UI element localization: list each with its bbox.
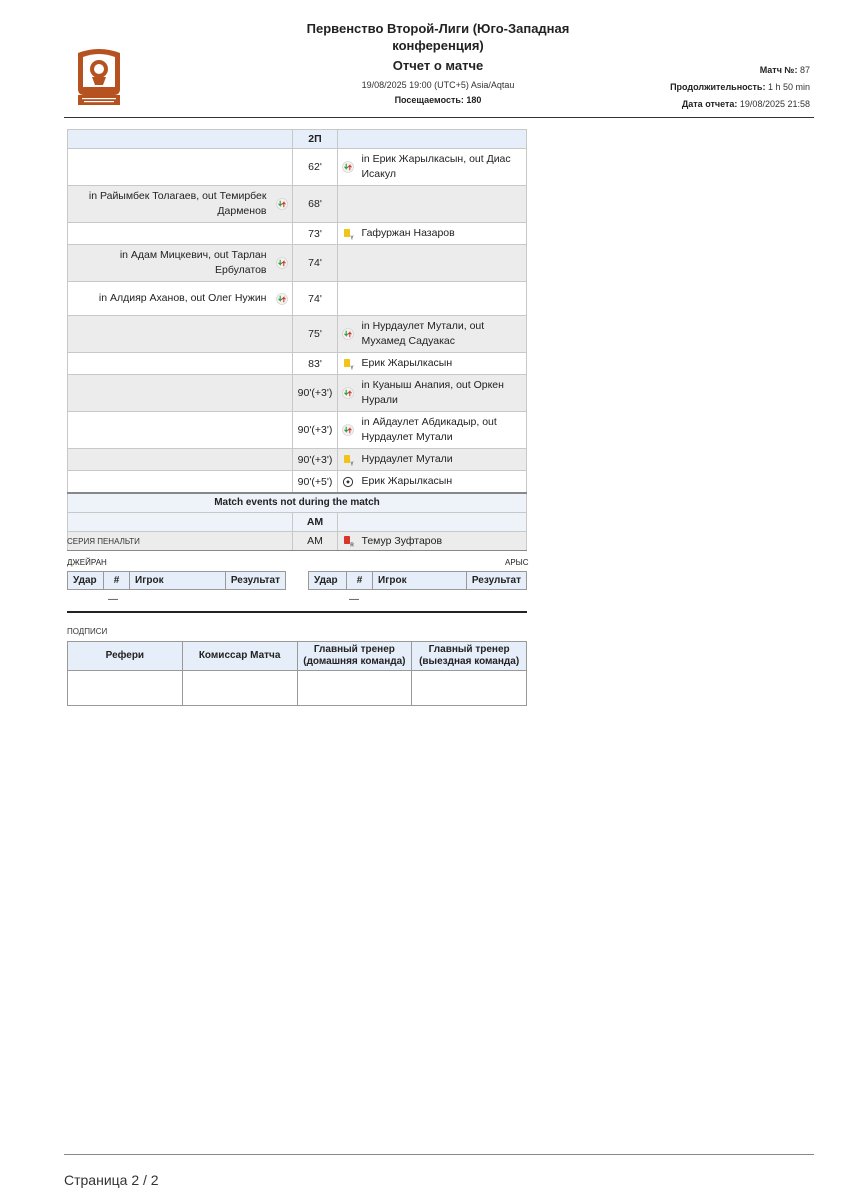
event-away-text: Гафуржан Назаров [358, 223, 527, 245]
event-home-icon-cell [273, 186, 293, 223]
substitution-icon [342, 387, 354, 399]
event-home-text: in Адам Мицкевич, out Тарлан Ербулатов [68, 245, 273, 282]
event-home-icon-cell [273, 316, 293, 353]
event-row [68, 316, 527, 353]
event-minute: АМ [293, 531, 338, 550]
event-away-text: Темур Зуфтаров [358, 531, 527, 550]
substitution-icon [342, 328, 354, 340]
penalty-col-player: Игрок [373, 572, 467, 590]
signatures-table [67, 641, 527, 706]
penalty-section-title: СЕРИЯ ПЕНАЛЬТИ [67, 537, 140, 546]
am-header: АМ [293, 512, 338, 531]
event-minute: 68' [293, 186, 338, 223]
event-home-icon-cell [273, 149, 293, 186]
penalty-away-table [308, 571, 527, 590]
header-divider [64, 117, 814, 118]
svg-text:R: R [349, 542, 354, 547]
event-minute: 83' [293, 353, 338, 375]
event-row [68, 245, 527, 282]
report-date: 19/08/2025 21:58 [739, 99, 810, 109]
substitution-icon [276, 293, 288, 305]
attendance: Посещаемость: 180 [394, 95, 482, 105]
yellow-card-icon [342, 228, 354, 240]
penalty-col-result: Результат [466, 572, 526, 590]
substitution-icon [276, 257, 288, 269]
event-home-icon-cell [273, 449, 293, 471]
match-events-table [67, 129, 527, 551]
event-away-icon-cell [338, 282, 358, 316]
event-away-icon-cell [338, 223, 358, 245]
event-home-icon-cell [273, 412, 293, 449]
substitution-icon [342, 161, 354, 173]
sig-home-coach-header: Главный тренер (домашняя команда) [297, 642, 412, 671]
event-row [68, 149, 527, 186]
match-number-label: Матч №: [759, 65, 798, 75]
sig-away-coach-cell [412, 671, 527, 706]
event-away-text: in Ерик Жарылкасын, out Диас Исакул [358, 149, 527, 186]
event-home-text [68, 223, 273, 245]
event-row [68, 282, 527, 316]
penalty-bottom-divider [67, 611, 527, 613]
sig-home-coach-cell [297, 671, 412, 706]
event-home-icon-cell [273, 471, 293, 494]
report-title: Первенство Второй-Лиги (Юго-Западная конференция) [306, 21, 570, 53]
event-away-icon-cell [338, 353, 358, 375]
yellow-card-icon [342, 358, 354, 370]
red-card-icon [342, 535, 354, 547]
svg-text:Y: Y [349, 365, 354, 370]
event-minute: 90'(+3') [293, 449, 338, 471]
event-minute: 62' [293, 149, 338, 186]
page-number: Страница 2 / 2 [64, 1172, 159, 1188]
substitution-icon [276, 198, 288, 210]
event-home-text [68, 449, 273, 471]
event-row [68, 375, 527, 412]
penalty-away-team: АРЫС [505, 558, 529, 567]
event-home-text [68, 375, 273, 412]
event-away-text: in Куаныш Анапия, out Оркен Нурали [358, 375, 527, 412]
event-row [68, 471, 527, 494]
event-home-text [68, 149, 273, 186]
event-away-text: Нурдаулет Мутали [358, 449, 527, 471]
penalty-home-team: ДЖЕЙРАН [67, 558, 107, 567]
event-minute: 90'(+3') [293, 412, 338, 449]
event-away-text [358, 282, 527, 316]
event-away-icon-cell [338, 471, 358, 494]
event-minute: 73' [293, 223, 338, 245]
event-home-text [68, 316, 273, 353]
event-minute: 90'(+5') [293, 471, 338, 494]
event-row [68, 186, 527, 223]
event-away-text: in Айдаулет Абдикадыр, out Нурдаулет Мутали [358, 412, 527, 449]
period-header-row [68, 130, 527, 149]
match-datetime: 19/08/2025 19:00 (UTC+5) Asia/Aqtau [361, 80, 515, 90]
penalty-col-number: # [104, 572, 130, 590]
penalty-col-shot: Удар [68, 572, 104, 590]
event-away-icon-cell [338, 186, 358, 223]
event-row [68, 353, 527, 375]
event-away-icon-cell [338, 449, 358, 471]
signatures-title: ПОДПИСИ [67, 627, 108, 636]
report-date-label: Дата отчета: [681, 99, 738, 109]
penalty-divider [67, 550, 527, 551]
penalty-col-shot: Удар [309, 572, 347, 590]
not-during-match-header-row [68, 493, 527, 512]
event-minute: 75' [293, 316, 338, 353]
penalty-col-number: # [347, 572, 373, 590]
am-header-row [68, 512, 527, 531]
event-row [68, 223, 527, 245]
goal-icon [342, 476, 354, 488]
event-home-text: in Алдияр Аханов, out Олег Нужин [68, 282, 273, 316]
event-row [68, 449, 527, 471]
svg-text:Y: Y [349, 235, 354, 240]
sig-referee-cell [68, 671, 183, 706]
event-away-icon-cell [338, 245, 358, 282]
sig-commissioner-header: Комиссар Матча [182, 642, 297, 671]
svg-text:Y: Y [349, 461, 354, 466]
league-logo [74, 47, 124, 107]
penalty-home-table [67, 571, 286, 590]
event-away-text [358, 245, 527, 282]
substitution-icon [342, 424, 354, 436]
event-home-icon-cell [273, 375, 293, 412]
footer-divider [64, 1154, 814, 1155]
event-away-icon-cell [338, 316, 358, 353]
sig-referee-header: Рефери [68, 642, 183, 671]
event-minute: 90'(+3') [293, 375, 338, 412]
penalty-away-empty: — [349, 594, 359, 605]
yellow-card-icon [342, 454, 354, 466]
event-away-icon-cell [338, 149, 358, 186]
sig-commissioner-cell [182, 671, 297, 706]
report-subtitle: Отчет о матче [392, 58, 484, 73]
match-meta [670, 62, 810, 113]
event-away-icon-cell [338, 531, 358, 550]
sig-away-coach-header: Главный тренер (выездная команда) [412, 642, 527, 671]
event-home-text [68, 353, 273, 375]
period-header: 2П [293, 130, 338, 149]
penalty-col-result: Результат [225, 572, 285, 590]
event-away-icon-cell [338, 375, 358, 412]
event-home-icon-cell [273, 223, 293, 245]
event-home-text [68, 412, 273, 449]
event-away-text: in Нурдаулет Мутали, out Мухамед Садуакас [358, 316, 527, 353]
match-number: 87 [799, 65, 810, 75]
event-home-text: in Райымбек Толагаев, out Темирбек Дарменов [68, 186, 273, 223]
event-minute: 74' [293, 245, 338, 282]
duration-label: Продолжительность: [670, 82, 766, 92]
event-home-text [68, 471, 273, 494]
event-away-text [358, 186, 527, 223]
event-home-icon-cell [273, 282, 293, 316]
event-away-icon-cell [338, 412, 358, 449]
event-row [68, 412, 527, 449]
duration: 1 h 50 min [767, 82, 810, 92]
event-home-icon-cell [273, 245, 293, 282]
event-away-text: Ерик Жарылкасын [358, 353, 527, 375]
not-during-match-title: Match events not during the match [68, 493, 527, 512]
penalty-col-player: Игрок [130, 572, 226, 590]
event-minute: 74' [293, 282, 338, 316]
penalty-home-empty: — [108, 594, 118, 605]
event-home-icon-cell [273, 353, 293, 375]
event-away-text: Ерик Жарылкасын [358, 471, 527, 494]
